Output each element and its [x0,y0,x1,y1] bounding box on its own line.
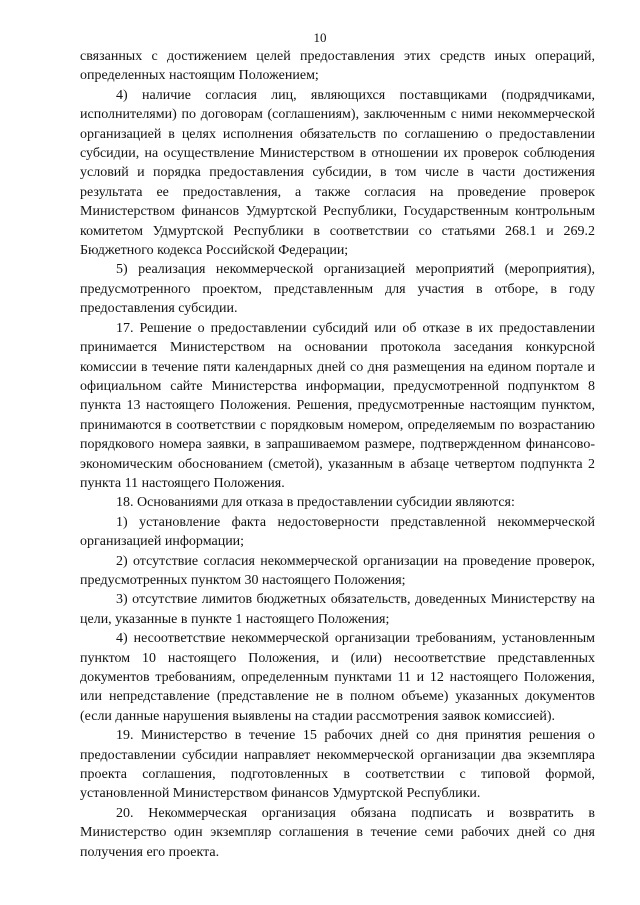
page-number: 10 [313,30,327,45]
paragraph: 19. Министерство в течение 15 рабочих дней со дня принятия решения о предоставлении субсидии направляет некоммерческой организации два экземпляра проекта соглашения, подготовленных в соответствии с типовой формой, установленной Министерством финансов Удмуртской Республики. [80,728,595,802]
paragraph: 5) реализация некоммерческой организацией мероприятий (мероприятия), предусмотренного проектом, представленным для участия в отборе, в году предоставления субсидии. [80,262,595,317]
paragraph: 4) несоответствие некоммерческой организации требованиям, установленным пунктом 10 настоящего Положения, и (или) несоответствие представленных документов требованиям, определенным пунктами 11 и 12 настоящего Положения, или непредставление (представление не в полном объеме) указанных документов (если данные нарушения выявлены на стадии рассмотрения заявок комиссией). [80,631,595,724]
paragraph: 4) наличие согласия лиц, являющихся поставщиками (подрядчиками, исполнителями) по договорам (соглашениям), заключенным с ними некоммерческой организацией в целях исполнения обязательств по соглашению о предоставлении субсидии, на осуществление Министерством в отношении их проверок соблюдения условий и порядка предоставления субсидии, в том числе в части достижения результата ее предоставления, а также согласия на проведение проверок Министерством финансов Удмуртской Республики, Государственным контрольным комитетом Удмуртской Республики в соответствии со статьями 268.1 и 269.2 Бюджетного кодекса Российской Федерации; [80,87,595,259]
paragraph: 18. Основаниями для отказа в предоставлении субсидии являются: [116,495,515,511]
document-body [80,47,595,862]
paragraph: 17. Решение о предоставлении субсидий или об отказе в их предоставлении принимается Министерством на основании протокола заседания конкурсной комиссии в течение пяти календарных дней со дня размещения на едином портале и официальном сайте Министерства информации, предусмотренной подпунктом 8 пункта 13 настоящего Положения. Решения, предусмотренные настоящим пунктом, принимаются в соответствии с порядковым номером, определяемым по возрастанию порядкового номера заявки, в запрашиваемом размере, подтвержденном финансово-экономическим обоснованием (сметой), указанным в абзаце четвертом подпункта 2 пункта 11 настоящего Положения. [80,320,595,491]
paragraph: 2) отсутствие согласия некоммерческой организации на проведение проверок, предусмотренных пунктом 30 настоящего Положения; [80,553,595,588]
paragraph: 3) отсутствие лимитов бюджетных обязательств, доведенных Министерству на цели, указанные в пункте 1 настоящего Положения; [80,592,595,627]
paragraph: 1) установление факта недостоверности представленной некоммерческой организацией информации; [80,514,595,550]
paragraph: 20. Некоммерческая организация обязана подписать и возвратить в Министерство один экземпляр соглашения в течение семи рабочих дней со дня получения его проекта. [80,805,595,860]
paragraph: связанных с достижением целей предоставления этих средств иных операций, определенных настоящим Положением; [80,49,595,84]
